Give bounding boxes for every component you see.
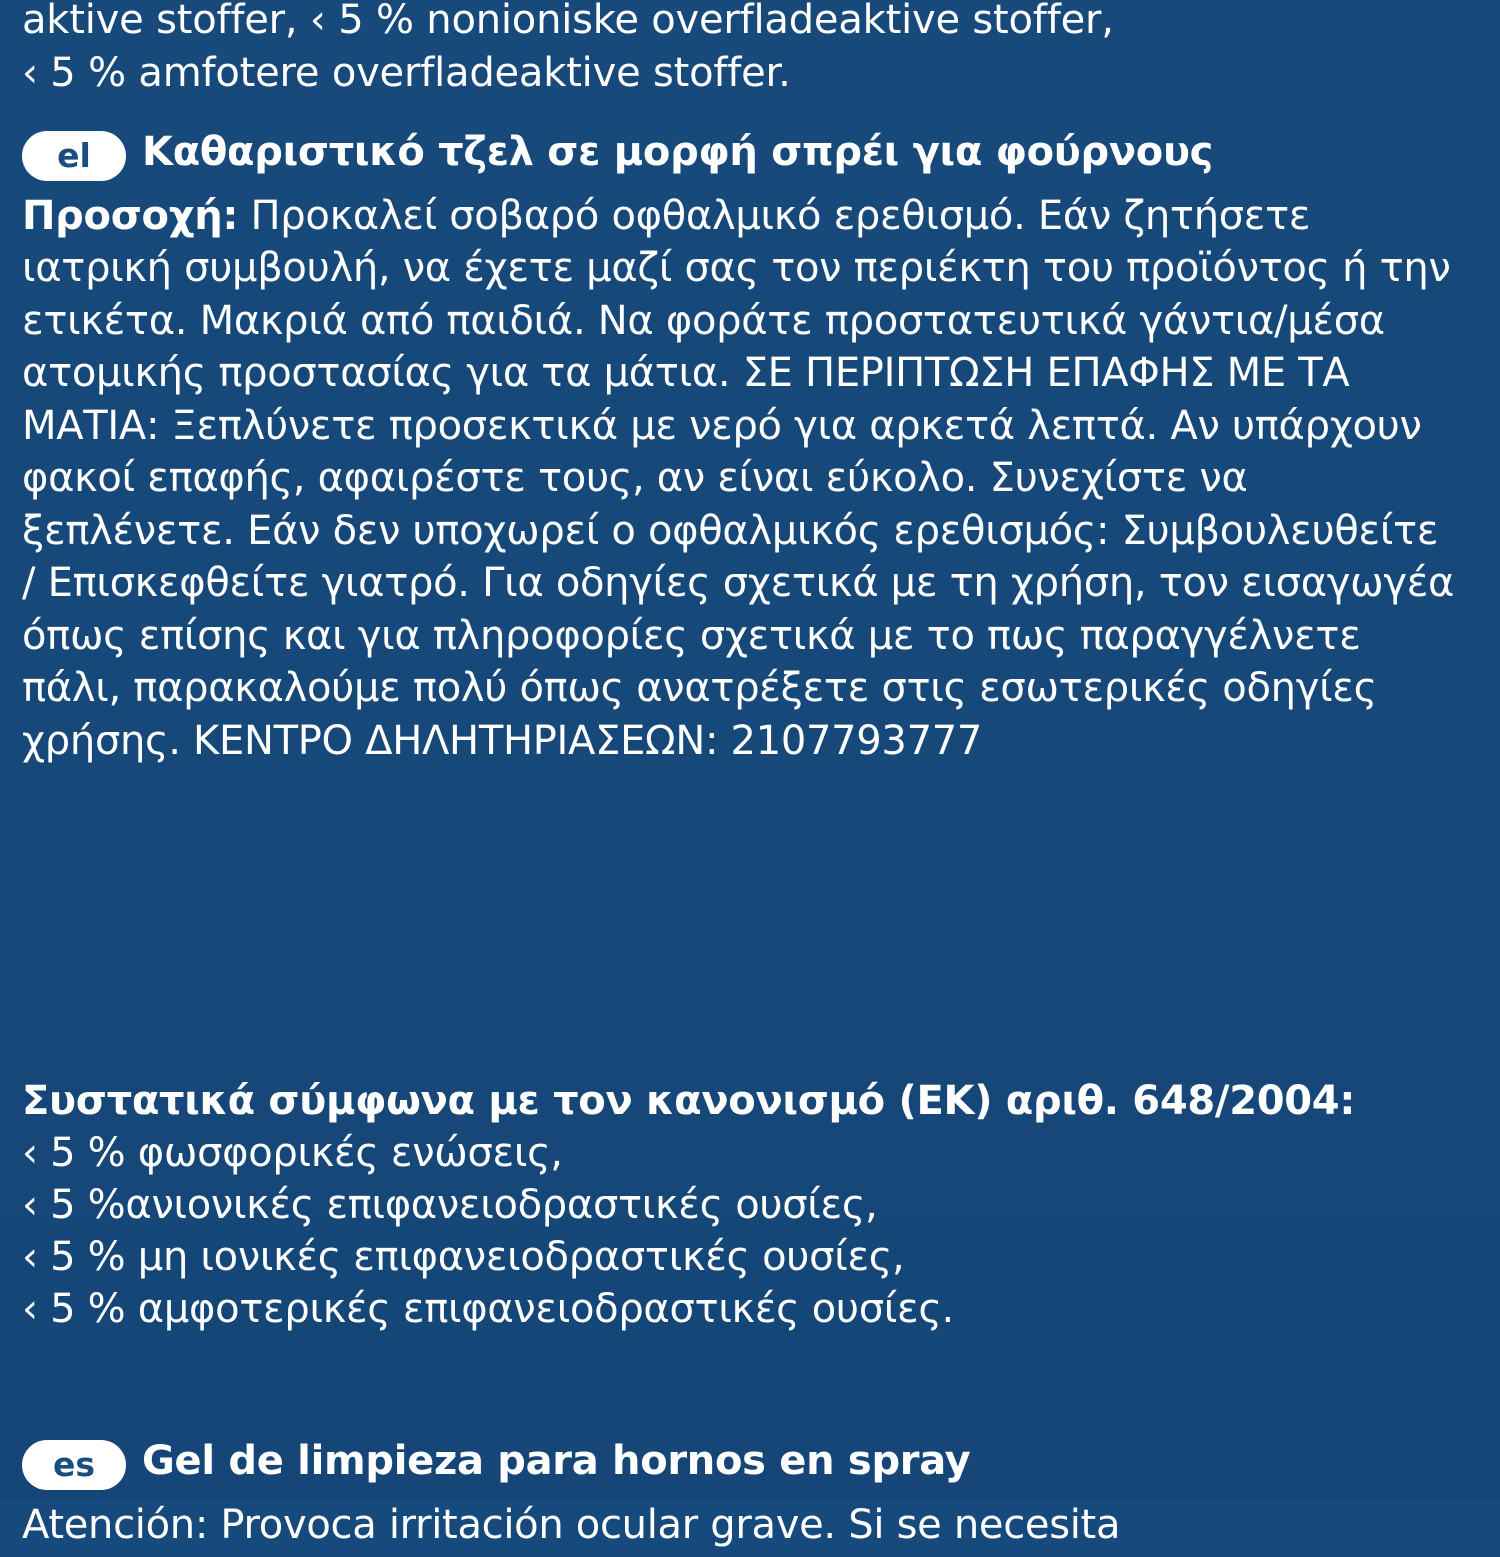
spanish-heading-row: [22, 1435, 1462, 1495]
greek-ingredient-item-2: ‹ 5 %ανιονικές επιφανειοδραστικές ουσίες,: [22, 1182, 878, 1228]
greek-warning-body: Προκαλεί σοβαρό οφθαλμικό ερεθισμό. Εάν ζητήσετε ιατρική συμβουλή, να έχετε μαζί σας τον περιέκτη του προϊόντος ή την ετικέτα. Μακριά από παιδιά. Να φοράτε προστατευτικά γάντια/μέσα ατομικής προστασίας για τα μάτια. ΣΕ ΠΕΡΙΠΤΩΣΗ ΕΠΑΦΗΣ ΜΕ ΤΑ ΜΑΤΙΑ: Ξεπλύνετε προσεκτικά με νερό για αρκετά λεπτά. Αν υπάρχουν φακοί επαφής, αφαιρέστε τους, αν είναι εύκολο. Συνεχίστε να ξεπλένετε. Εάν δεν υποχωρεί ο οφθαλμικός ερεθισμός: Συμβουλευθείτε / Επισκεφθείτε γιατρό. Για οδηγίες σχετικά με τη χρήση, τον εισαγωγέα όπως επίσης και για πληροφορίες σχετικά με το πως παραγγέλνετε πάλι, παρακαλούμε πολύ όπως ανατρέξετε στις εσωτερικές οδηγίες χρήσης. ΚΕΝΤΡΟ ΔΗΛΗΤΗΡΙΑΣΕΩΝ: 2107793777: [22, 192, 1455, 764]
spanish-partial-text: Atención: Provoca irritación ocular grave. Si se necesita: [22, 1501, 1121, 1548]
greek-heading-row: [22, 126, 1462, 186]
language-badge-es: es: [22, 1440, 126, 1490]
spanish-product-title: Gel de limpieza para hornos en spray: [142, 1438, 971, 1484]
greek-ingredients-block: [22, 1075, 1462, 1335]
greek-ingredient-item-4: ‹ 5 % αμφοτερικές επιφανειοδραστικές ουσίες.: [22, 1286, 954, 1332]
greek-warning-word: Προσοχή:: [22, 192, 239, 239]
greek-ingredient-item-3: ‹ 5 % μη ιονικές επιφανειοδραστικές ουσίες,: [22, 1234, 905, 1280]
continued-line-2: ‹ 5 % amfotere overfladeaktive stoffer.: [22, 50, 791, 96]
greek-product-title: Καθαριστικό τζελ σε μορφή σπρέι για φούρνους: [142, 129, 1214, 175]
continued-line-1: aktive stoffer, ‹ 5 % nonioniske overfladeaktive stoffer,: [22, 0, 1114, 43]
language-section-greek: [22, 126, 1462, 767]
language-badge-el: el: [22, 131, 126, 181]
greek-ingredients-heading: Συστατικά σύμφωνα με τον κανονισμό (ΕΚ) αριθ. 648/2004:: [22, 1078, 1356, 1124]
greek-ingredient-item-1: ‹ 5 % φωσφορικές ενώσεις,: [22, 1130, 563, 1176]
greek-safety-body: [22, 190, 1462, 768]
language-section-spanish: [22, 1435, 1462, 1557]
continued-danish-ingredients: [22, 0, 1462, 100]
